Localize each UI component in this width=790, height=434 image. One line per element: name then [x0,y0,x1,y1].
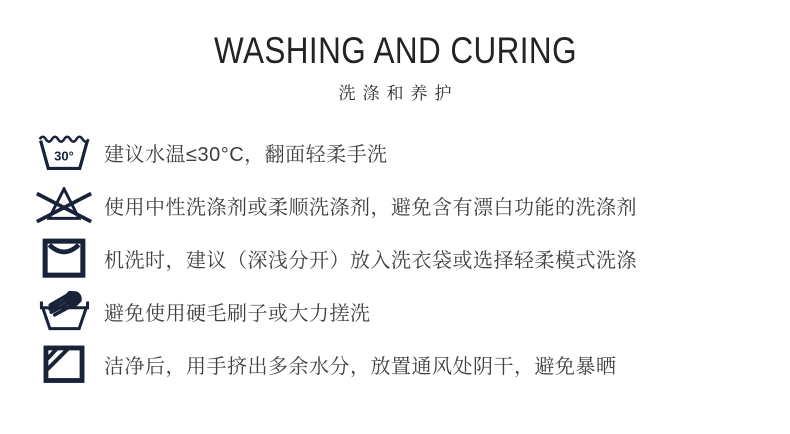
care-instruction-row [35,179,765,232]
wash-basin-30c-icon [35,128,93,178]
instruction-text: 机洗时，建议（深浅分开）放入洗衣袋或选择轻柔模式洗涤 [104,250,637,272]
instruction-text: 使用中性洗涤剂或柔顺洗涤剂，避免含有漂白功能的洗涤剂 [104,197,637,219]
care-instruction-row [35,126,765,179]
care-instruction-row [35,232,765,285]
instruction-text: 建议水温≤30°C，翻面轻柔手洗 [104,144,388,166]
instruction-text: 洁净后，用手挤出多余水分，放置通风处阴干，避免暴晒 [104,356,617,378]
instruction-text: 避免使用硬毛刷子或大力搓洗 [104,303,371,325]
page-title: WASHING AND CURING [213,30,577,71]
dry-in-shade-icon [35,340,93,390]
hand-wash-icon [35,287,93,337]
care-instructions-list [35,126,765,391]
page-subtitle: 洗涤和养护 [338,84,459,103]
water-temp-label: 30° [54,148,74,164]
care-instruction-row [35,338,765,391]
no-bleach-icon [35,181,93,231]
section-header [0,30,790,104]
care-instruction-row [35,285,765,338]
laundry-bag-icon [35,234,93,284]
